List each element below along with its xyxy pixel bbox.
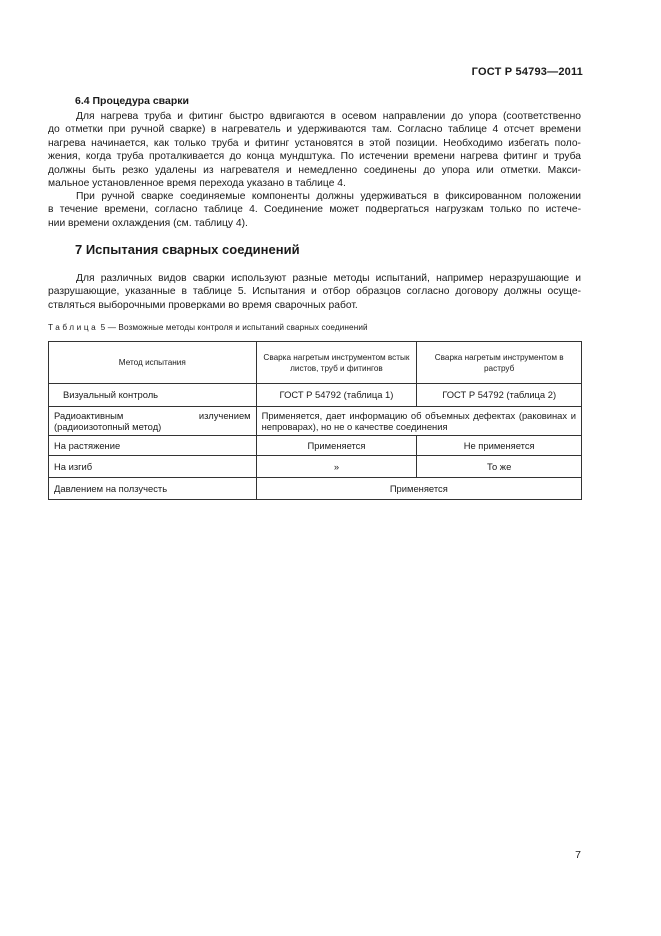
paragraph-line: мальное установленное время перехода указано в таблице 4. [48, 178, 346, 190]
cell-butt: » [256, 456, 417, 478]
paragraph-line: При ручной сварке соединяемые компоненты должны удерживаться в фиксированном положении [76, 191, 581, 202]
cell-merged: Применяется, дает информацию об объемных дефектах (раковинах и непроварах), но не о качестве соединения [256, 407, 581, 436]
cell-method: Визуальный контроль [49, 384, 257, 407]
paragraph-line: нагрева начинается, как только труба и фитинг установятся в этой позиции. Необходимо избегать поло- [48, 137, 581, 149]
paragraph-line: ствляться выборочными проверками во время сварочных работ. [48, 299, 358, 311]
paragraph-line: разрушающие, указанные в таблице 5. Испытания и отбор образцов согласно договору должны осуще- [48, 286, 581, 298]
subsection-title: 6.4 Процедура сварки [75, 95, 189, 107]
cell-socket: Не применяется [417, 436, 582, 456]
table-row [49, 384, 582, 407]
paragraph-line: до отметки при ручной сварке) в нагреватель и удерживаются там. Согласно таблице 4 отсчет времени [48, 124, 581, 136]
cell-butt: ГОСТ Р 54792 (таблица 1) [256, 384, 417, 407]
paragraph-line: в течение времени, согласно таблице 4. Соединение может подвергаться нагрузкам только по истече- [48, 204, 581, 216]
paragraph-heating [48, 110, 581, 190]
cell-merged: Применяется [256, 478, 581, 500]
document-code: ГОСТ Р 54793—2011 [471, 66, 583, 78]
paragraph-line: Для нагрева труба и фитинг быстро вдвигаются в осевом направлении до упора (соответственно [76, 111, 581, 122]
cell-method: Радиоактивным излучением (радиоизотопный метод) [49, 407, 257, 436]
cell-method: На изгиб [49, 456, 257, 478]
header-butt-welding: Сварка нагретым инструментом встык листов, труб и фитингов [256, 342, 417, 384]
cell-butt: Применяется [256, 436, 417, 456]
table-caption [48, 323, 368, 332]
cell-socket: ГОСТ Р 54792 (таблица 2) [417, 384, 582, 407]
cell-method: Давлением на ползучесть [49, 478, 257, 500]
paragraph-testing [48, 272, 581, 312]
paragraph-line: жения, когда труба проталкивается до конца мундштука. По истечении времени нагрева фитинг и труба [48, 151, 581, 163]
table-header-row [49, 342, 582, 384]
cell-socket: То же [417, 456, 582, 478]
methods-table [48, 341, 582, 500]
paragraph-manual-welding [48, 190, 581, 230]
paragraph-line: нии времени охлаждения (см. таблицу 4). [48, 217, 248, 229]
table-row [49, 436, 582, 456]
paragraph-line: Для различных видов сварки используют разные методы испытаний, например неразрушающие и [76, 273, 581, 284]
table-caption-text: 5 — Возможные методы контроля и испытаний сварных соединений [98, 323, 368, 332]
section-title: 7 Испытания сварных соединений [75, 242, 300, 257]
table-row [49, 478, 582, 500]
table-caption-label: Таблица [48, 323, 99, 332]
header-socket-welding: Сварка нагретым инструментом в раструб [417, 342, 582, 384]
table-row [49, 407, 582, 436]
cell-method: На растяжение [49, 436, 257, 456]
table-row [49, 456, 582, 478]
paragraph-line: должны быть резко удалены из нагревателя и немедленно соединены до упора или отметки. Макси- [48, 164, 581, 176]
page-number: 7 [575, 849, 581, 861]
header-test-method: Метод испытания [49, 342, 257, 384]
